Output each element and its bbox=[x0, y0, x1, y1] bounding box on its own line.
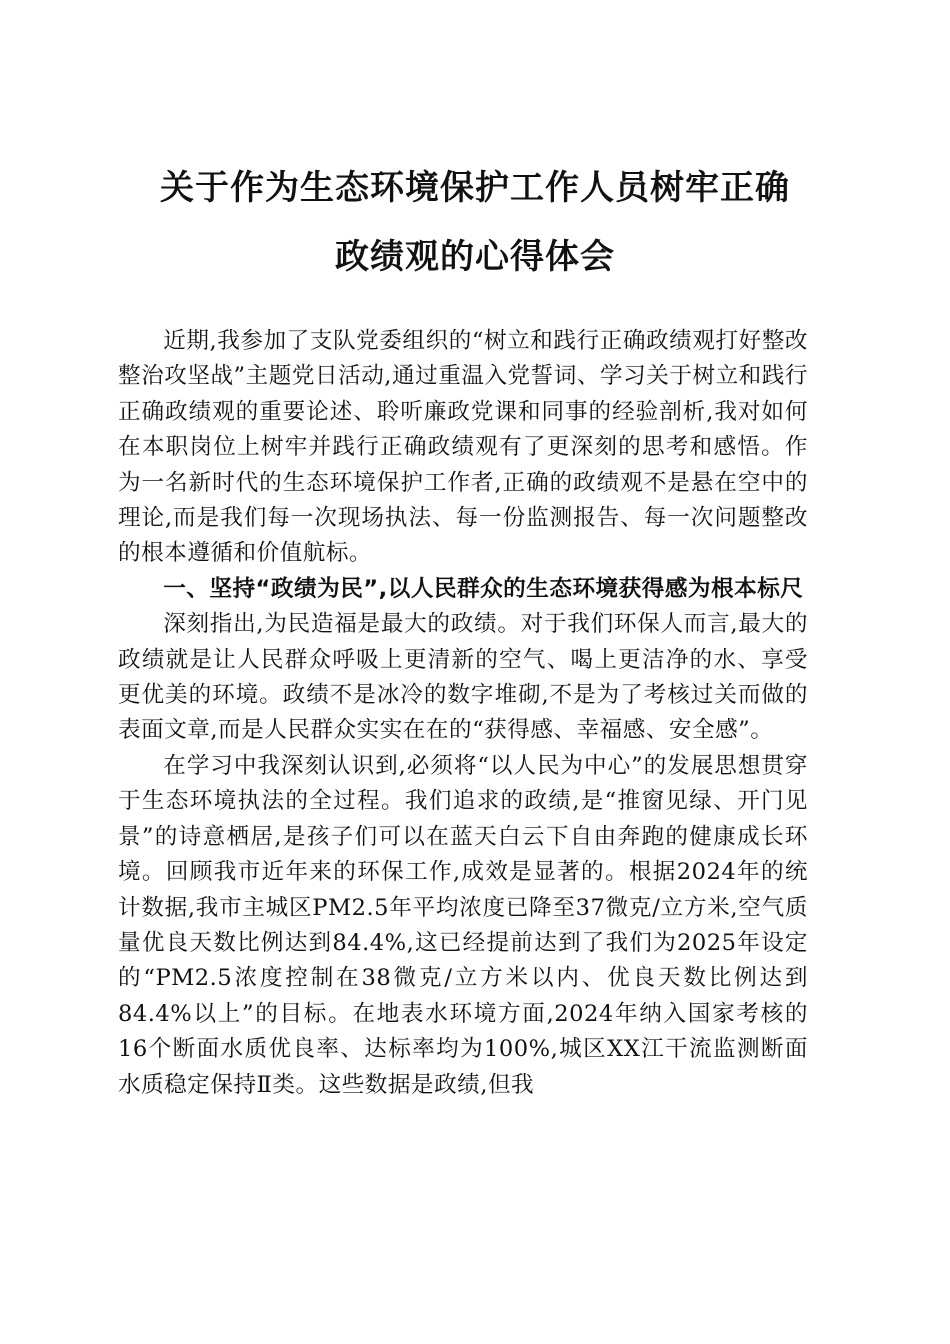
document-title-line-2: 政绩观的心得体会 bbox=[335, 237, 615, 277]
section-1-paragraph-1: 深刻指出,为民造福是最大的政绩。对于我们环保人而言,最大的政绩就是让人民群众呼吸上更清新的空气、喝上更洁净的水、享受更优美的环境。政绩不是冰冷的数字堆砌,不是为了考核过关而做的表面文章,而是人民群众实实在在的“获得感、幸福感、安全感”。 bbox=[118, 611, 808, 744]
document-title-line-1: 关于作为生态环境保护工作人员树牢正确 bbox=[160, 168, 790, 208]
intro-paragraph: 近期,我参加了支队党委组织的“树立和践行正确政绩观打好整改整治攻坚战”主题党日活动,通过重温入党誓词、学习关于树立和践行正确政绩观的重要论述、聆听廉政党课和同事的经验剖析,我对如何在本职岗位上树牢并践行正确政绩观有了更深刻的思考和感悟。作为一名新时代的生态环境保护工作者,正确的政绩观不是悬在空中的理论,而是我们每一次现场执法、每一份监测报告、每一次问题整改的根本遵循和价值航标。 bbox=[118, 328, 808, 567]
section-heading-1: 一、坚持“政绩为民”,以人民群众的生态环境获得感为根本标尺 bbox=[163, 575, 804, 602]
section-1-paragraph-2: 在学习中我深刻认识到,必须将“以人民为中心”的发展思想贯穿于生态环境执法的全过程。我们追求的政绩,是“推窗见绿、开门见景”的诗意栖居,是孩子们可以在蓝天白云下自由奔跑的健康成长环境。回顾我市近年来的环保工作,成效是显著的。根据2024年的统计数据,我市主城区PM2.5年平均浓度已降至37微克/立方米,空气质量优良天数比例达到84.4%,这已经提前达到了我们为2025年设定的“PM2.5浓度控制在38微克/立方米以内、优良天数比例达到84.4%以上”的目标。在地表水环境方面,2024年纳入国家考核的16个断面水质优良率、达标率均为100%,城区XX江干流监测断面水质稳定保持Ⅱ类。这些数据是政绩,但我 bbox=[118, 752, 808, 1098]
document-body bbox=[118, 324, 808, 1103]
